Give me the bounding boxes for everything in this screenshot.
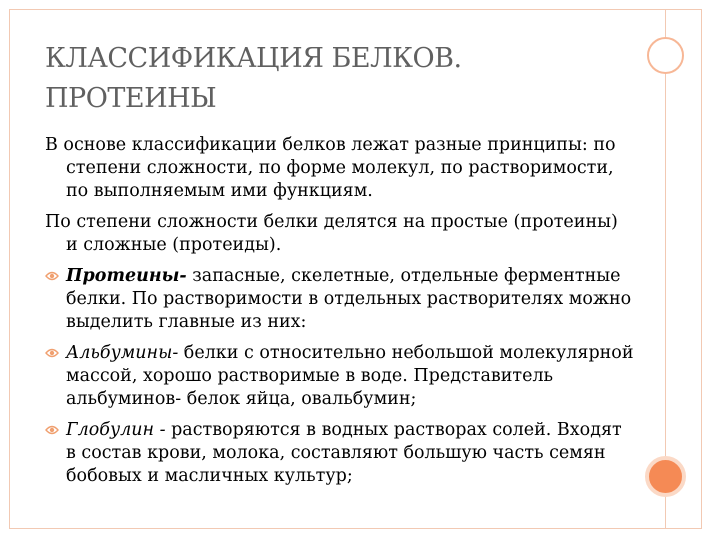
decor-circle-outline xyxy=(647,37,684,74)
complexity-paragraph: По степени сложности белки делятся на простые (протеины) и сложные (протеиды). xyxy=(45,212,618,255)
list-item xyxy=(45,265,635,334)
title-line-1: КЛАССИФИКАЦИЯ БЕЛКОВ. xyxy=(45,43,462,74)
bullet-text: белки с относительно небольшой молекулярной массой, хорошо растворимые в воде. Представитель альбуминов- белок яйца, овальбумин; xyxy=(66,343,634,409)
list-item xyxy=(45,419,635,488)
frame-vertical-line xyxy=(665,9,666,529)
list-item xyxy=(45,342,635,411)
bullet-term: Протеины- xyxy=(66,266,187,286)
eye-shape-icon xyxy=(45,346,59,360)
bullet-text: запасные, скелетные, отдельные ферментные белки. По растворимости в отдельных растворителях можно выделить главные из них: xyxy=(66,266,632,332)
intro-paragraph: В основе классификации белков лежат разные принципы: по степени сложности, по форме молекул, по растворимости, по выполняемым ими функциям. xyxy=(45,135,616,201)
eye-shape-icon xyxy=(45,269,59,283)
bullet-term: Глобулин - xyxy=(66,420,166,440)
decor-circle-filled xyxy=(645,456,686,497)
eye-shape-icon xyxy=(45,423,59,437)
title-line-2: ПРОТЕИНЫ xyxy=(45,83,217,114)
bullet-term: Альбумины- xyxy=(66,343,179,363)
slide-title xyxy=(45,39,605,119)
bullet-list xyxy=(45,265,635,488)
slide-body xyxy=(45,134,635,496)
bullet-text: растворяются в водных растворах солей. Входят в состав крови, молока, составляют большую часть семян бобовых и масличных культур; xyxy=(66,420,622,486)
